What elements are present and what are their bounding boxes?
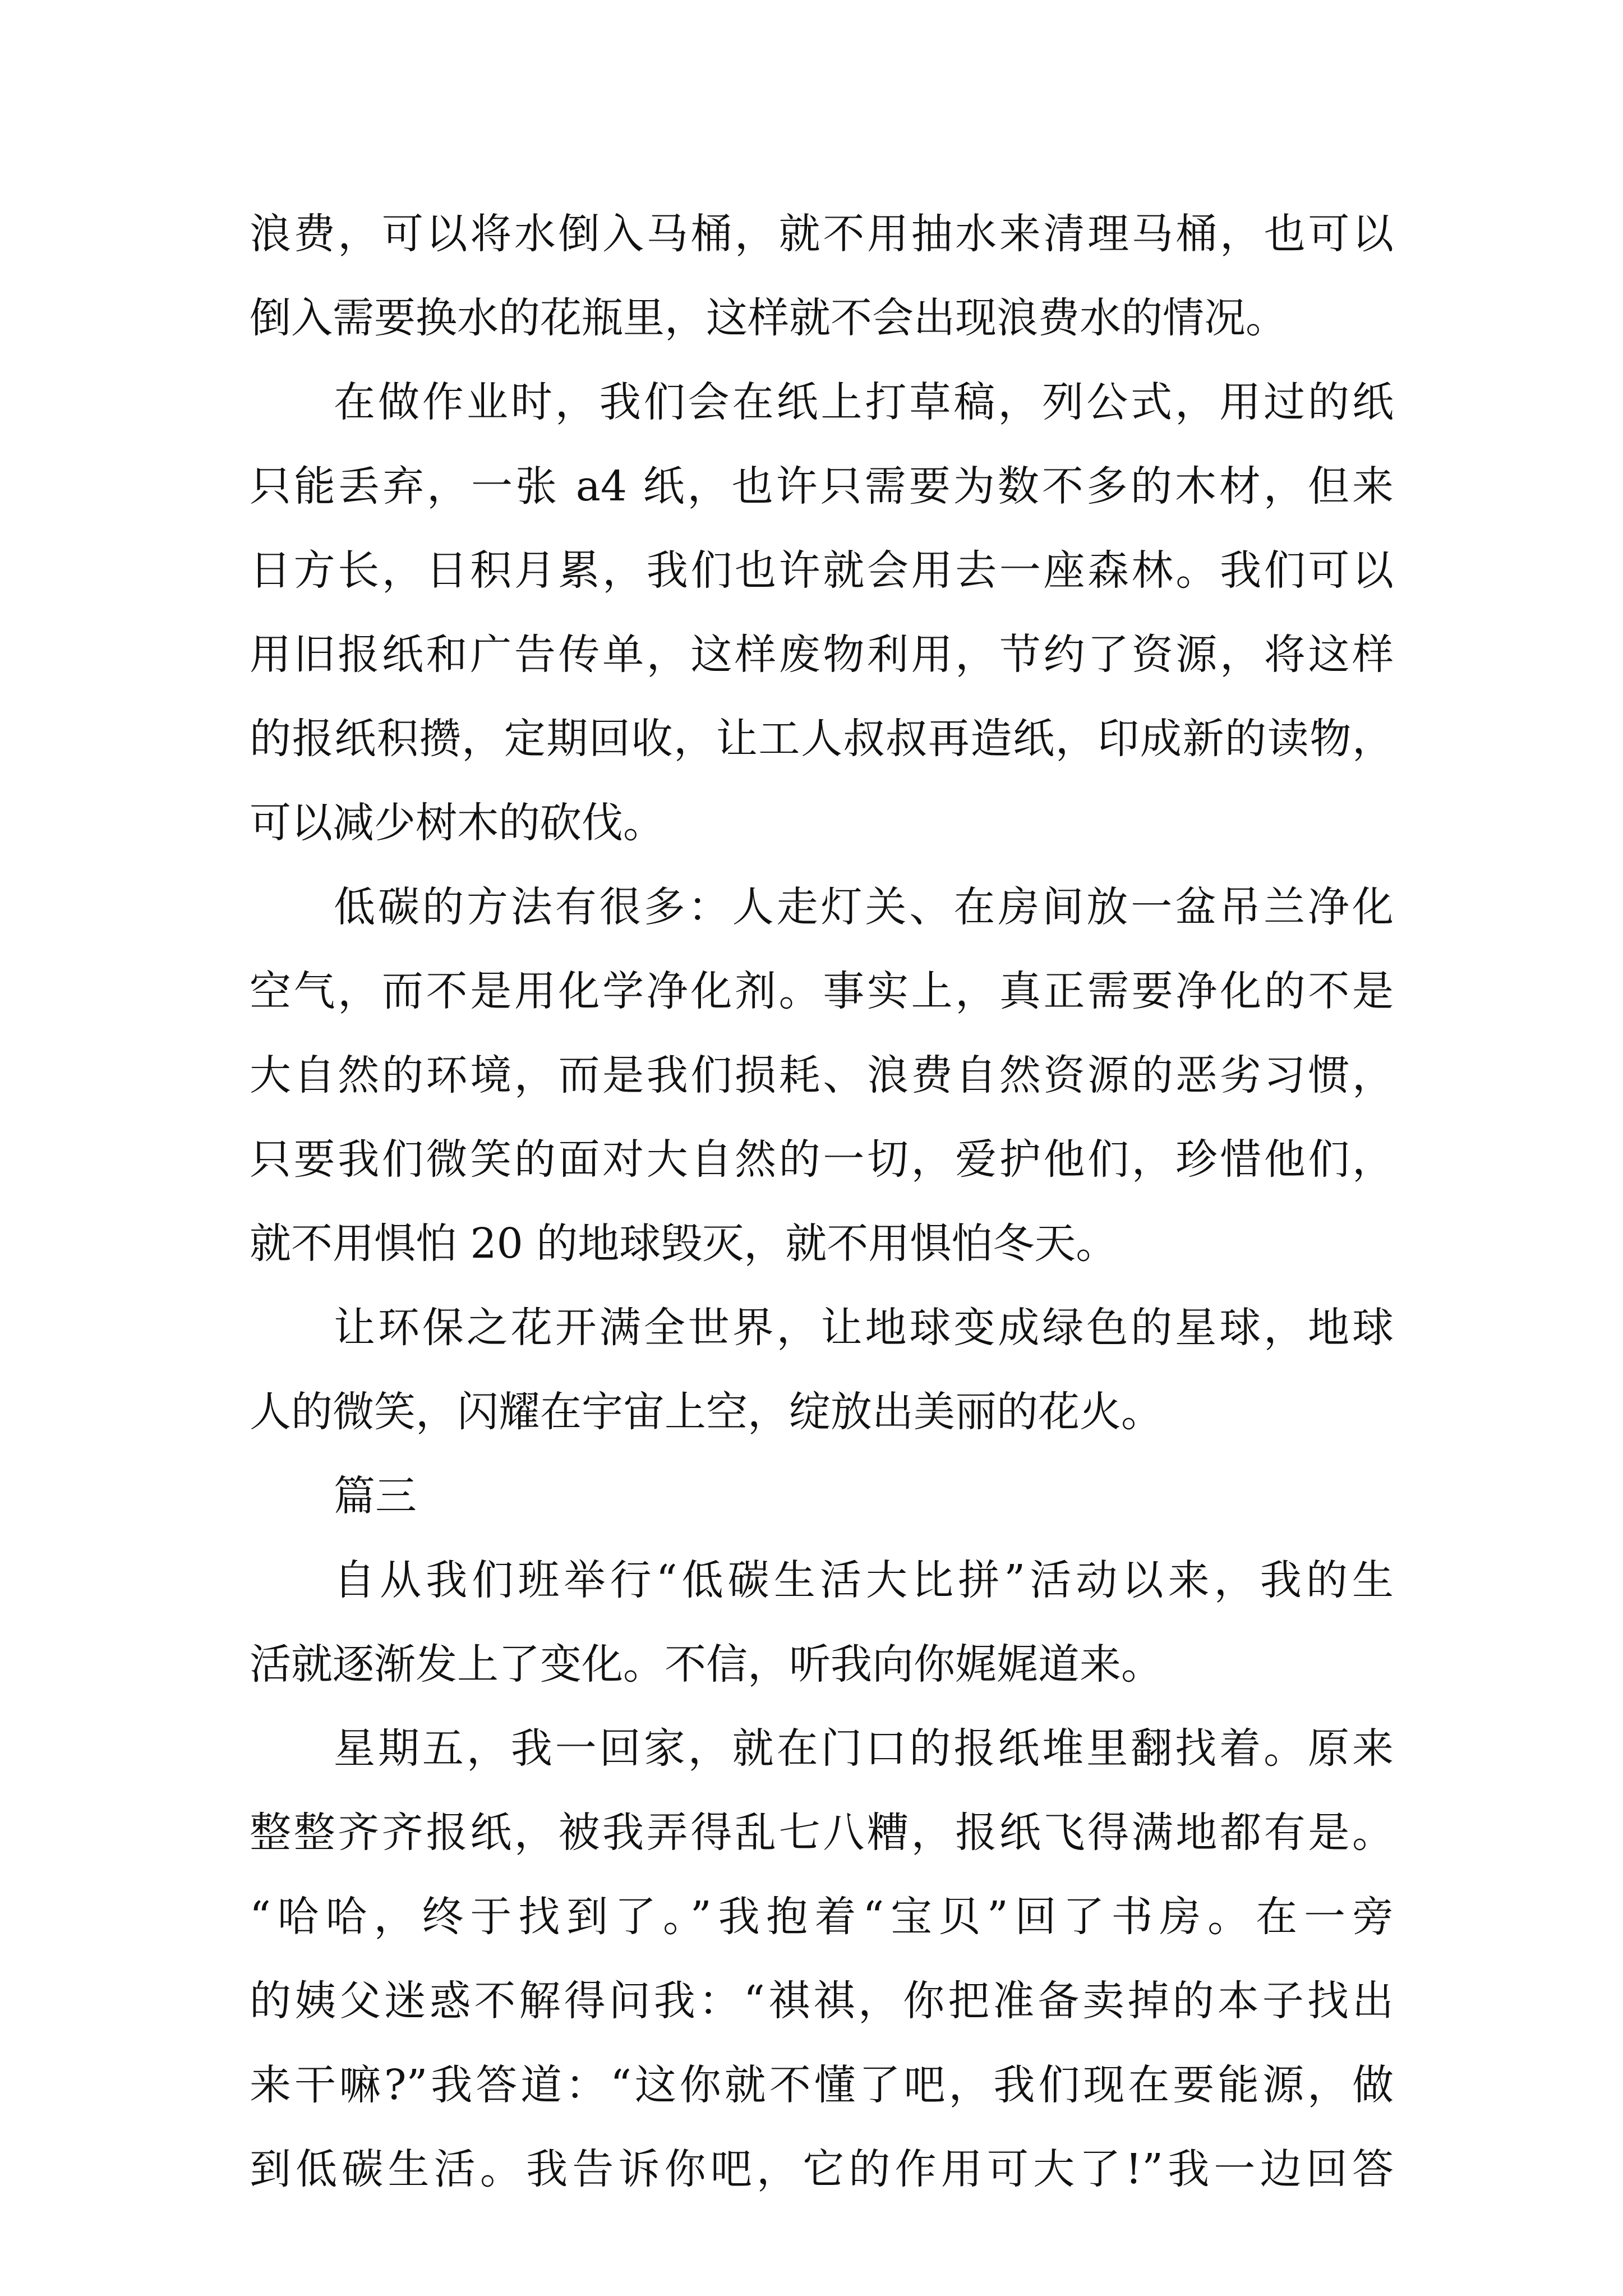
text-line: 的姨父迷惑不解得问我：“祺祺，你把准备卖掉的本子找出 [250, 1977, 1394, 2025]
text-line: 倒入需要换水的花瓶里，这样就不会出现浪费水的情况。 [250, 294, 1287, 342]
text-line: 用旧报纸和广告传单，这样废物利用，节约了资源，将这样 [250, 631, 1394, 679]
text-line: 星期五，我一回家，就在门口的报纸堆里翻找着。原来 [334, 1724, 1394, 1773]
text-line: 到低碳生活。我告诉你吧，它的作用可大了!”我一边回答 [250, 2145, 1394, 2193]
text-line: 让环保之花开满全世界，让地球变成绿色的星球，地球 [334, 1304, 1394, 1352]
text-line: 只能丢弃，一张 a4 纸，也许只需要为数不多的木材，但来 [250, 462, 1394, 510]
text-line: 在做作业时，我们会在纸上打草稿，列公式，用过的纸 [334, 378, 1394, 426]
text-line: 整整齐齐报纸，被我弄得乱七八糟，报纸飞得满地都有是。 [250, 1809, 1394, 1857]
text-line: 就不用惧怕 20 的地球毁灭，就不用惧怕冬天。 [250, 1220, 1118, 1268]
text-line: 大自然的环境，而是我们损耗、浪费自然资源的恶劣习惯， [250, 1051, 1394, 1099]
text-line: 活就逐渐发上了变化。不信，听我向你娓娓道来。 [250, 1640, 1163, 1688]
text-line: 自从我们班举行“低碳生活大比拼”活动以来，我的生 [334, 1556, 1394, 1604]
text-line: 可以减少树木的砍伐。 [250, 799, 665, 847]
text-line: 低碳的方法有很多：人走灯关、在房间放一盆吊兰净化 [334, 883, 1394, 931]
text-line: “哈哈，终于找到了。”我抱着“宝贝”回了书房。在一旁 [250, 1893, 1394, 1941]
section-heading: 篇三 [334, 1472, 417, 1520]
text-line: 人的微笑，闪耀在宇宙上空，绽放出美丽的花火。 [250, 1388, 1163, 1436]
text-line: 的报纸积攒，定期回收，让工人叔叔再造纸，印成新的读物， [250, 715, 1394, 763]
text-line: 日方长，日积月累，我们也许就会用去一座森林。我们可以 [250, 546, 1394, 595]
text-line: 只要我们微笑的面对大自然的一切，爱护他们，珍惜他们， [250, 1135, 1394, 1184]
text-line: 来干嘛?”我答道：“这你就不懂了吧，我们现在要能源，做 [250, 2061, 1394, 2109]
text-line: 浪费，可以将水倒入马桶，就不用抽水来清理马桶，也可以 [250, 210, 1394, 258]
text-line: 空气，而不是用化学净化剂。事实上，真正需要净化的不是 [250, 967, 1394, 1015]
